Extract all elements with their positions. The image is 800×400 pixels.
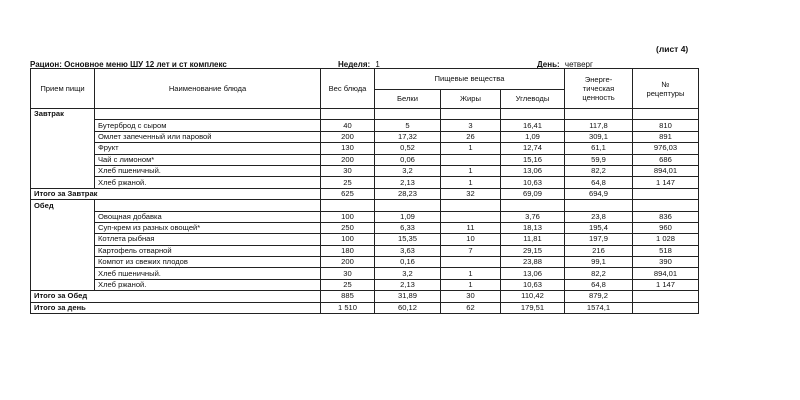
total-protein: 28,23 (375, 188, 441, 199)
cell-fat: 11 (441, 222, 501, 233)
cell-recipe: 1 147 (633, 177, 699, 188)
empty-cell (95, 109, 321, 120)
cell-fat (441, 211, 501, 222)
cell-weight: 25 (321, 279, 375, 290)
dish-name: Компот из свежих плодов (95, 257, 321, 268)
cell-protein: 3,2 (375, 268, 441, 279)
cell-recipe: 518 (633, 245, 699, 256)
cell-recipe: 836 (633, 211, 699, 222)
cell-protein: 5 (375, 120, 441, 131)
table-row (31, 211, 699, 222)
cell-weight: 200 (321, 257, 375, 268)
day-label: День: (537, 60, 560, 69)
total-carbs: 69,09 (501, 188, 565, 199)
col-dish-header: Наименование блюда (95, 69, 321, 109)
dish-name: Котлета рыбная (95, 234, 321, 245)
total-fat: 32 (441, 188, 501, 199)
meal-cell-blank (31, 245, 95, 256)
total-protein: 31,89 (375, 291, 441, 302)
ration-label: Рацион: (30, 60, 62, 69)
day-total-recipe (633, 302, 699, 313)
dish-name: Бутерброд с сыром (95, 120, 321, 131)
cell-fat: 1 (441, 165, 501, 176)
cell-weight: 250 (321, 222, 375, 233)
table-row (31, 257, 699, 268)
cell-energy: 82,2 (565, 165, 633, 176)
cell-protein: 17,32 (375, 131, 441, 142)
cell-fat: 26 (441, 131, 501, 142)
cell-recipe: 390 (633, 257, 699, 268)
cell-energy: 23,8 (565, 211, 633, 222)
meal-section-row (31, 200, 699, 211)
cell-carbs: 16,41 (501, 120, 565, 131)
col-meal-header: Прием пищи (31, 69, 95, 109)
table-row (31, 245, 699, 256)
cell-fat: 1 (441, 177, 501, 188)
dish-name: Суп-крем из разных овощей* (95, 222, 321, 233)
meal-cell-blank (31, 268, 95, 279)
cell-weight: 30 (321, 165, 375, 176)
cell-energy: 64,8 (565, 177, 633, 188)
cell-carbs: 10,63 (501, 177, 565, 188)
cell-protein: 3,2 (375, 165, 441, 176)
sheet-number: (лист 4) (656, 44, 689, 54)
cell-carbs: 10,63 (501, 279, 565, 290)
cell-carbs: 29,15 (501, 245, 565, 256)
empty-cell (441, 200, 501, 211)
total-row (31, 188, 699, 199)
cell-energy: 61,1 (565, 143, 633, 154)
table-row (31, 120, 699, 131)
day-total-fat: 62 (441, 302, 501, 313)
cell-energy: 99,1 (565, 257, 633, 268)
cell-protein: 2,13 (375, 177, 441, 188)
dish-name: Хлеб ржаной. (95, 177, 321, 188)
total-fat: 30 (441, 291, 501, 302)
meal-cell-blank (31, 120, 95, 131)
cell-carbs: 11,81 (501, 234, 565, 245)
cell-protein: 0,16 (375, 257, 441, 268)
cell-fat: 1 (441, 279, 501, 290)
cell-recipe: 810 (633, 120, 699, 131)
empty-cell (501, 200, 565, 211)
meal-cell-blank (31, 177, 95, 188)
cell-recipe: 891 (633, 131, 699, 142)
cell-fat (441, 154, 501, 165)
dish-name: Хлеб пшеничный. (95, 268, 321, 279)
table-row (31, 165, 699, 176)
cell-weight: 200 (321, 131, 375, 142)
total-recipe (633, 188, 699, 199)
meal-cell-blank (31, 211, 95, 222)
empty-cell (565, 200, 633, 211)
cell-weight: 100 (321, 211, 375, 222)
table-row (31, 268, 699, 279)
day-total-row (31, 302, 699, 313)
total-carbs: 110,42 (501, 291, 565, 302)
total-recipe (633, 291, 699, 302)
cell-carbs: 13,06 (501, 165, 565, 176)
cell-weight: 40 (321, 120, 375, 131)
cell-weight: 100 (321, 234, 375, 245)
meal-cell-blank (31, 143, 95, 154)
cell-protein: 2,13 (375, 279, 441, 290)
table-row (31, 222, 699, 233)
col-energy-header: Энерге- тическая ценность (565, 69, 633, 109)
day-total-label: Итого за день (31, 302, 321, 313)
cell-carbs: 1,09 (501, 131, 565, 142)
dish-name: Чай с лимоном* (95, 154, 321, 165)
cell-carbs: 12,74 (501, 143, 565, 154)
cell-energy: 59,9 (565, 154, 633, 165)
table-row (31, 131, 699, 142)
cell-recipe: 686 (633, 154, 699, 165)
cell-energy: 309,1 (565, 131, 633, 142)
col-carbs-header: Углеводы (501, 90, 565, 109)
cell-fat: 7 (441, 245, 501, 256)
cell-carbs: 15,16 (501, 154, 565, 165)
week-value: 1 (375, 60, 380, 69)
cell-fat (441, 257, 501, 268)
cell-carbs: 23,88 (501, 257, 565, 268)
col-weight-header: Вес блюда (321, 69, 375, 109)
meal-cell-blank (31, 131, 95, 142)
empty-cell (633, 109, 699, 120)
day-total-protein: 60,12 (375, 302, 441, 313)
cell-protein: 1,09 (375, 211, 441, 222)
ration-value: Основное меню ШУ 12 лет и ст комплекс (64, 60, 227, 69)
meal-cell-blank (31, 165, 95, 176)
total-row (31, 291, 699, 302)
cell-recipe: 976,03 (633, 143, 699, 154)
total-energy: 694,9 (565, 188, 633, 199)
meal-cell-blank (31, 154, 95, 165)
cell-fat: 10 (441, 234, 501, 245)
cell-energy: 117,8 (565, 120, 633, 131)
cell-weight: 30 (321, 268, 375, 279)
cell-recipe: 894,01 (633, 165, 699, 176)
cell-fat: 1 (441, 268, 501, 279)
cell-carbs: 3,76 (501, 211, 565, 222)
empty-cell (441, 109, 501, 120)
meal-name: Завтрак (31, 109, 95, 120)
cell-energy: 82,2 (565, 268, 633, 279)
meal-cell-blank (31, 279, 95, 290)
day-total-weight: 1 510 (321, 302, 375, 313)
cell-carbs: 13,06 (501, 268, 565, 279)
dish-name: Картофель отварной (95, 245, 321, 256)
cell-protein: 0,52 (375, 143, 441, 154)
empty-cell (375, 200, 441, 211)
cell-carbs: 18,13 (501, 222, 565, 233)
empty-cell (375, 109, 441, 120)
cell-weight: 130 (321, 143, 375, 154)
meal-name: Обед (31, 200, 95, 211)
cell-recipe: 1 147 (633, 279, 699, 290)
table-row (31, 279, 699, 290)
table-row (31, 234, 699, 245)
col-recipe-header: № рецептуры (633, 69, 699, 109)
meal-cell-blank (31, 257, 95, 268)
cell-protein: 15,35 (375, 234, 441, 245)
total-label: Итого за Обед (31, 291, 321, 302)
dish-name: Овощная добавка (95, 211, 321, 222)
total-weight: 885 (321, 291, 375, 302)
meal-cell-blank (31, 234, 95, 245)
day-total-carbs: 179,51 (501, 302, 565, 313)
col-fat-header: Жиры (441, 90, 501, 109)
table-row (31, 154, 699, 165)
table-row (31, 143, 699, 154)
dish-name: Хлеб ржаной. (95, 279, 321, 290)
cell-energy: 197,9 (565, 234, 633, 245)
col-protein-header: Белки (375, 90, 441, 109)
cell-recipe: 894,01 (633, 268, 699, 279)
cell-recipe: 960 (633, 222, 699, 233)
empty-cell (95, 200, 321, 211)
cell-weight: 180 (321, 245, 375, 256)
empty-cell (633, 200, 699, 211)
cell-fat: 1 (441, 143, 501, 154)
total-label: Итого за Завтрак (31, 188, 321, 199)
dish-name: Хлеб пшеничный. (95, 165, 321, 176)
week-label: Неделя: (338, 60, 371, 69)
cell-fat: 3 (441, 120, 501, 131)
meal-cell-blank (31, 222, 95, 233)
total-weight: 625 (321, 188, 375, 199)
table-row (31, 177, 699, 188)
total-energy: 879,2 (565, 291, 633, 302)
cell-weight: 200 (321, 154, 375, 165)
cell-protein: 6,33 (375, 222, 441, 233)
cell-protein: 0,06 (375, 154, 441, 165)
cell-energy: 195,4 (565, 222, 633, 233)
empty-cell (565, 109, 633, 120)
menu-table (30, 68, 699, 314)
empty-cell (501, 109, 565, 120)
day-total-energy: 1574,1 (565, 302, 633, 313)
cell-weight: 25 (321, 177, 375, 188)
cell-energy: 64,8 (565, 279, 633, 290)
dish-name: Омлет запеченный или паровой (95, 131, 321, 142)
col-nutrients-header: Пищевые вещества (375, 69, 565, 90)
empty-cell (321, 200, 375, 211)
cell-protein: 3,63 (375, 245, 441, 256)
menu-table-body (31, 109, 699, 314)
day-value: четверг (564, 60, 593, 69)
dish-name: Фрукт (95, 143, 321, 154)
cell-energy: 216 (565, 245, 633, 256)
empty-cell (321, 109, 375, 120)
meal-section-row (31, 109, 699, 120)
cell-recipe: 1 028 (633, 234, 699, 245)
